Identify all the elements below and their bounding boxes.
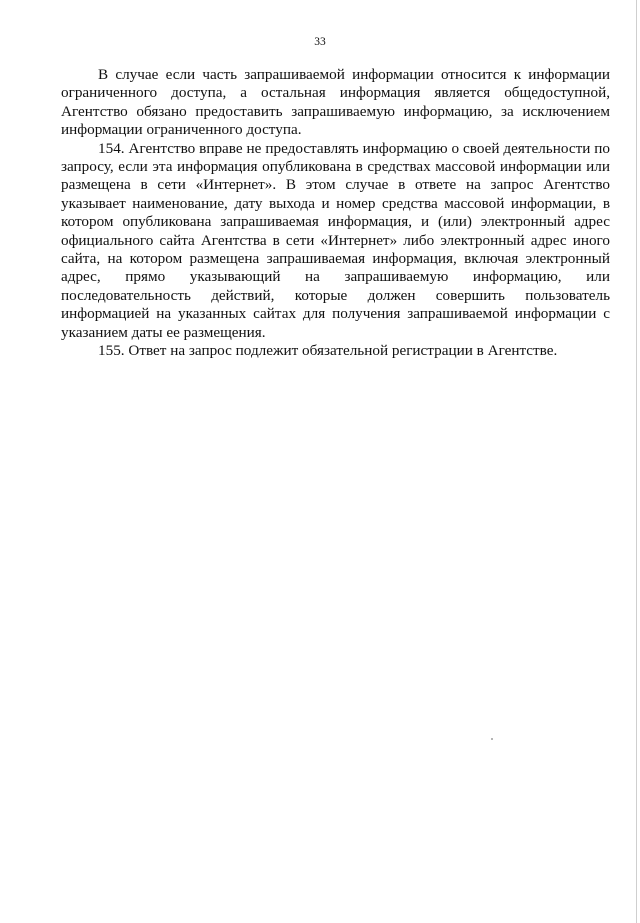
scan-edge xyxy=(636,0,637,923)
paragraph-154: 154. Агентство вправе не предоставлять информацию о своей деятельности по запросу, если эта информация опубликована в средствах массовой информации или размещена в сети «Интернет». В этом случае в ответе на запрос Агентство указывает наименование, дату выхода и номер средства массовой информации, в котором опубликована запрашиваемая информация, и (или) электронный адрес официального сайта Агентства в сети «Интернет» либо электронный адрес иного сайта, на котором размещена запрашиваемая информация, включая электронный адрес, прямо указывающий на запрашиваемую информацию, или последовательность действий, которые должен совершить пользователь информацией на указанных сайтах для получения запрашиваемой информации с указанием даты ее размещения. xyxy=(61,139,610,341)
paragraph-restricted-info: В случае если часть запрашиваемой информации относится к информации ограниченного доступа, а остальная информация является общедоступной, Агентство обязано предоставить запрашиваемую информацию, за исключением информации ограниченного доступа. xyxy=(61,66,610,139)
scan-speck xyxy=(491,738,493,740)
paragraph-155: 155. Ответ на запрос подлежит обязательной регистрации в Агентстве. xyxy=(98,342,558,360)
document-body xyxy=(61,66,610,361)
page-number: 33 xyxy=(314,36,326,48)
